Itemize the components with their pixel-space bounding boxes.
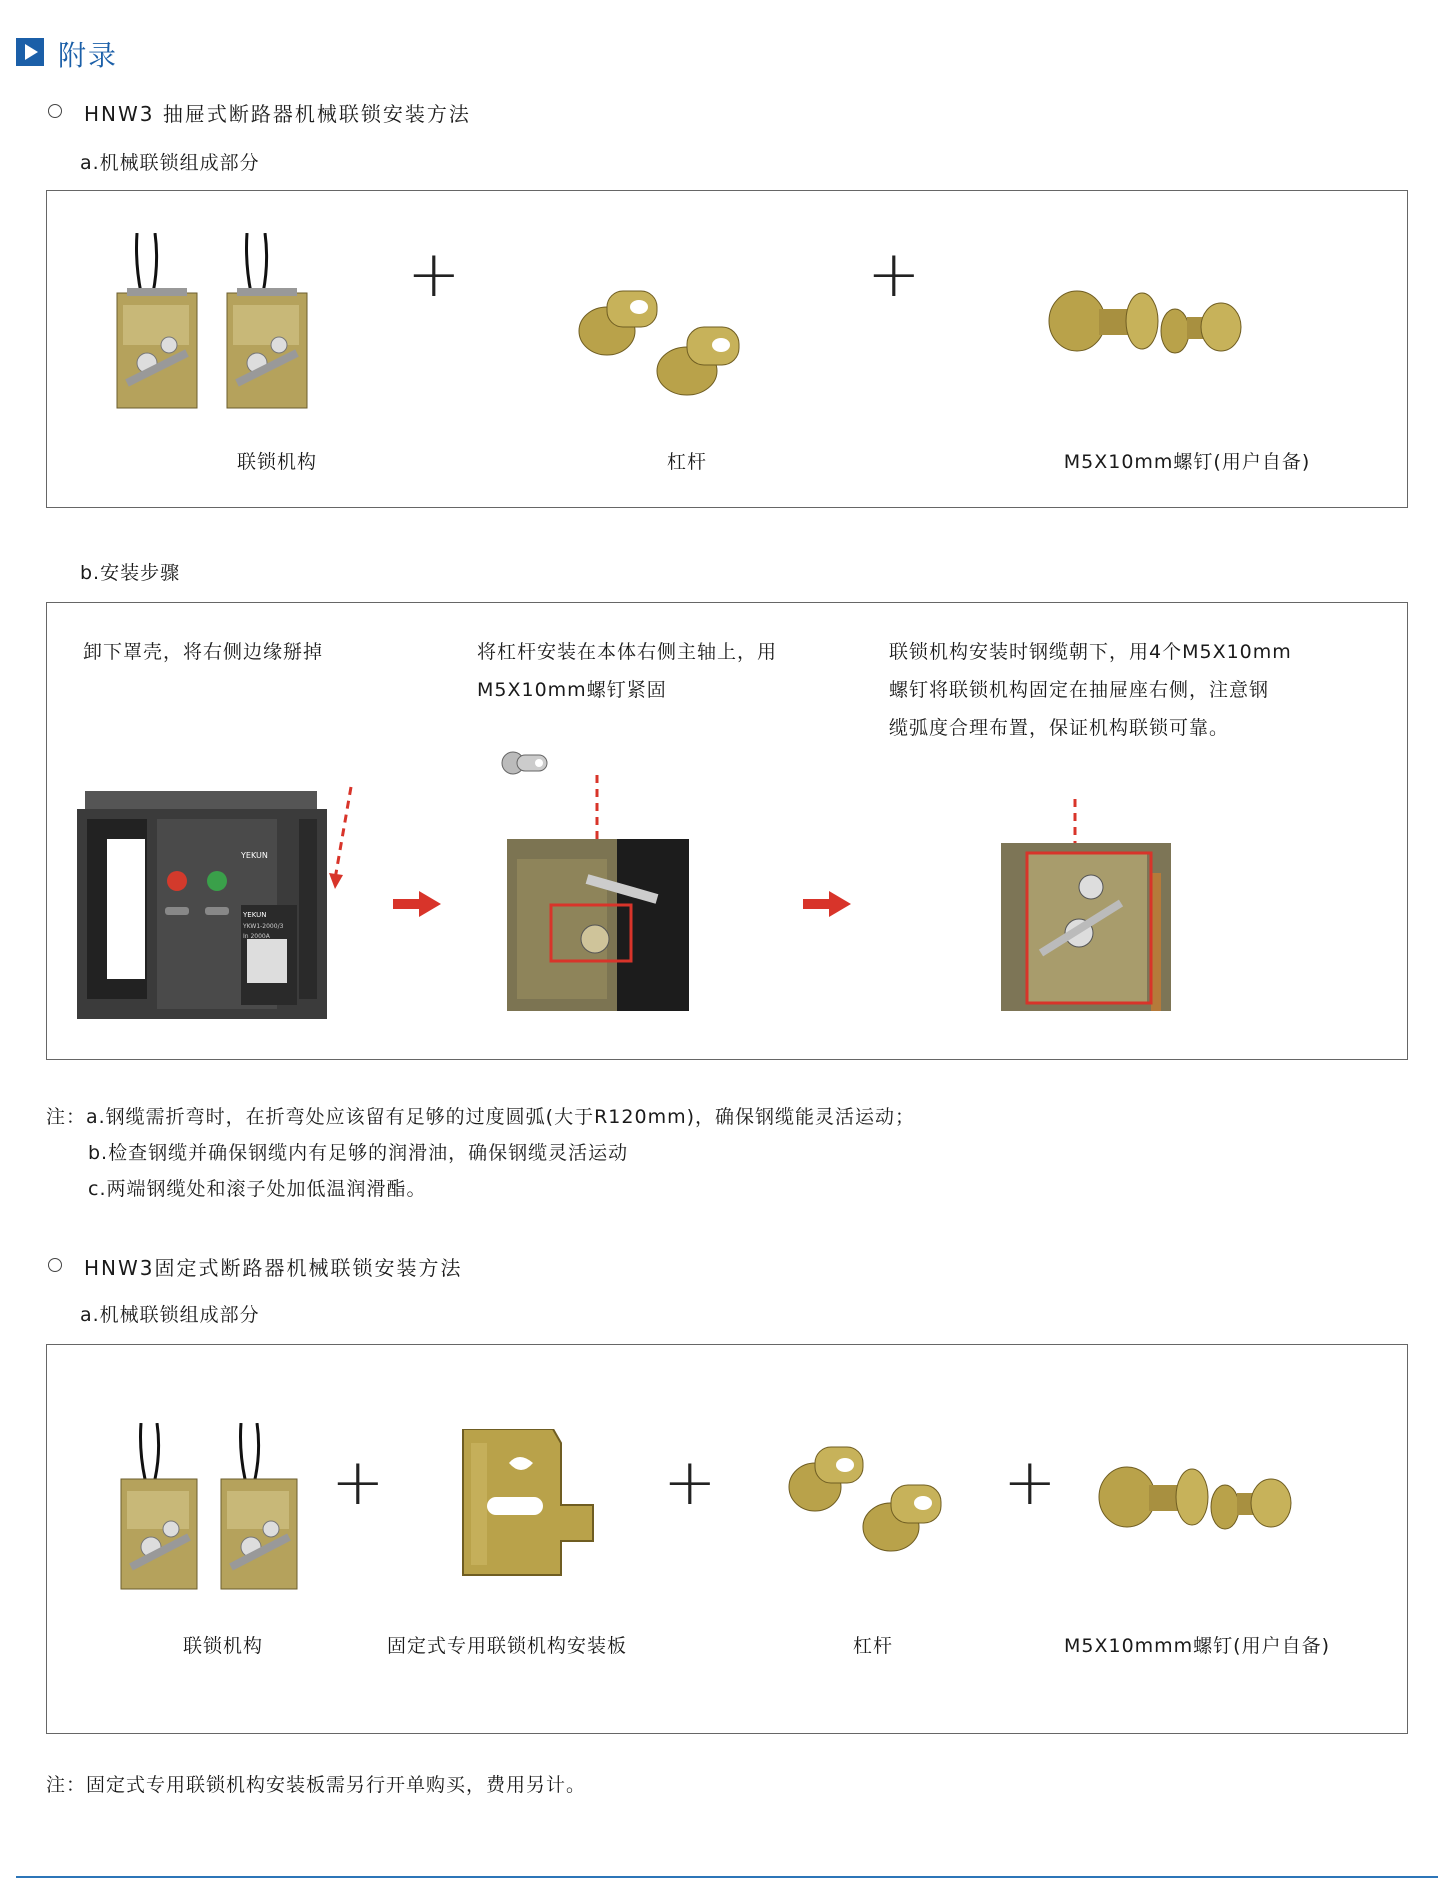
- section1-steps-heading: b.安装步骤: [80, 562, 181, 584]
- note-line: c.两端钢缆处和滚子处加低温润滑酯。: [88, 1178, 427, 1200]
- note-line: b.检查钢缆并确保钢缆内有足够的润滑油，确保钢缆灵活运动: [88, 1142, 629, 1164]
- right-arrow-icon: [803, 889, 851, 919]
- page-title: 附录: [58, 39, 119, 72]
- bullet-circle-icon: [48, 104, 62, 118]
- part-label: 杠杆: [852, 1635, 893, 1657]
- part-label: 联锁机构: [236, 451, 317, 473]
- breaker-model-label: YKW1-2000/3: [243, 923, 284, 930]
- plus-sign: +: [663, 1446, 717, 1520]
- section1-parts-box: [46, 190, 1408, 508]
- right-arrow-icon: [393, 889, 441, 919]
- section2-title: HNW3固定式断路器机械联锁安装方法: [84, 1256, 463, 1280]
- part-label: M5X10mm螺钉(用户自备): [1063, 451, 1311, 473]
- breaker-brand-label: YEKUN: [241, 851, 268, 860]
- mechanism-install-photo: [1001, 843, 1171, 1011]
- lever-image: [577, 271, 757, 401]
- note-line: 注：a.钢缆需折弯时，在折弯处应该留有足够的过度圆弧(大于R120mm)，确保钢缆能灵活运动；: [46, 1106, 915, 1128]
- interlock-mechanism-image: [113, 1423, 313, 1593]
- plus-sign: +: [331, 1446, 385, 1520]
- lever-small-image: [501, 749, 551, 777]
- part-label: 固定式专用联锁机构安装板: [386, 1635, 627, 1657]
- plus-sign: +: [1003, 1446, 1057, 1520]
- breaker-brand-label: YEKUN: [243, 911, 267, 919]
- interlock-mechanism-image: [107, 233, 327, 413]
- bullet-circle-icon: [48, 1258, 62, 1272]
- mounting-plate-image: [443, 1429, 603, 1579]
- section2-parts-heading: a.机械联锁组成部分: [80, 1304, 260, 1326]
- plus-sign: +: [867, 238, 921, 312]
- step-text: 卸下罩壳，将右侧边缘掰掉: [83, 641, 324, 663]
- play-icon: [16, 38, 44, 66]
- part-label: 联锁机构: [182, 1635, 263, 1657]
- section2-parts-box: [46, 1344, 1408, 1734]
- part-label: 杠杆: [666, 451, 707, 473]
- screws-image: [1047, 281, 1247, 371]
- section1-title: HNW3 抽屉式断路器机械联锁安装方法: [84, 102, 471, 126]
- dashed-arrow-icon: [327, 783, 357, 893]
- screws-image: [1097, 1457, 1297, 1547]
- section1-parts-heading: a.机械联锁组成部分: [80, 152, 260, 174]
- breaker-rating-label: In 2000A: [243, 933, 270, 940]
- lever-install-photo: [507, 839, 689, 1011]
- part-label: M5X10mmm螺钉(用户自备): [1063, 1635, 1331, 1657]
- step-text: 将杠杆安装在本体右侧主轴上，用 M5X10mm螺钉紧固: [477, 641, 778, 701]
- lever-image: [787, 1431, 957, 1557]
- step-text: 联锁机构安装时钢缆朝下，用4个M5X10mm 螺钉将联锁机构固定在抽屉座右侧，注意钢 缆弧度合理布置，保证机构联锁可靠。: [889, 641, 1292, 739]
- plus-sign: +: [407, 238, 461, 312]
- footer-divider: [16, 1876, 1438, 1878]
- dashed-line-icon: [1071, 799, 1079, 843]
- note-line: 注：固定式专用联锁机构安装板需另行开单购买，费用另计。: [46, 1774, 587, 1796]
- breaker-image: [77, 789, 327, 1019]
- section1-steps-box: [46, 602, 1408, 1060]
